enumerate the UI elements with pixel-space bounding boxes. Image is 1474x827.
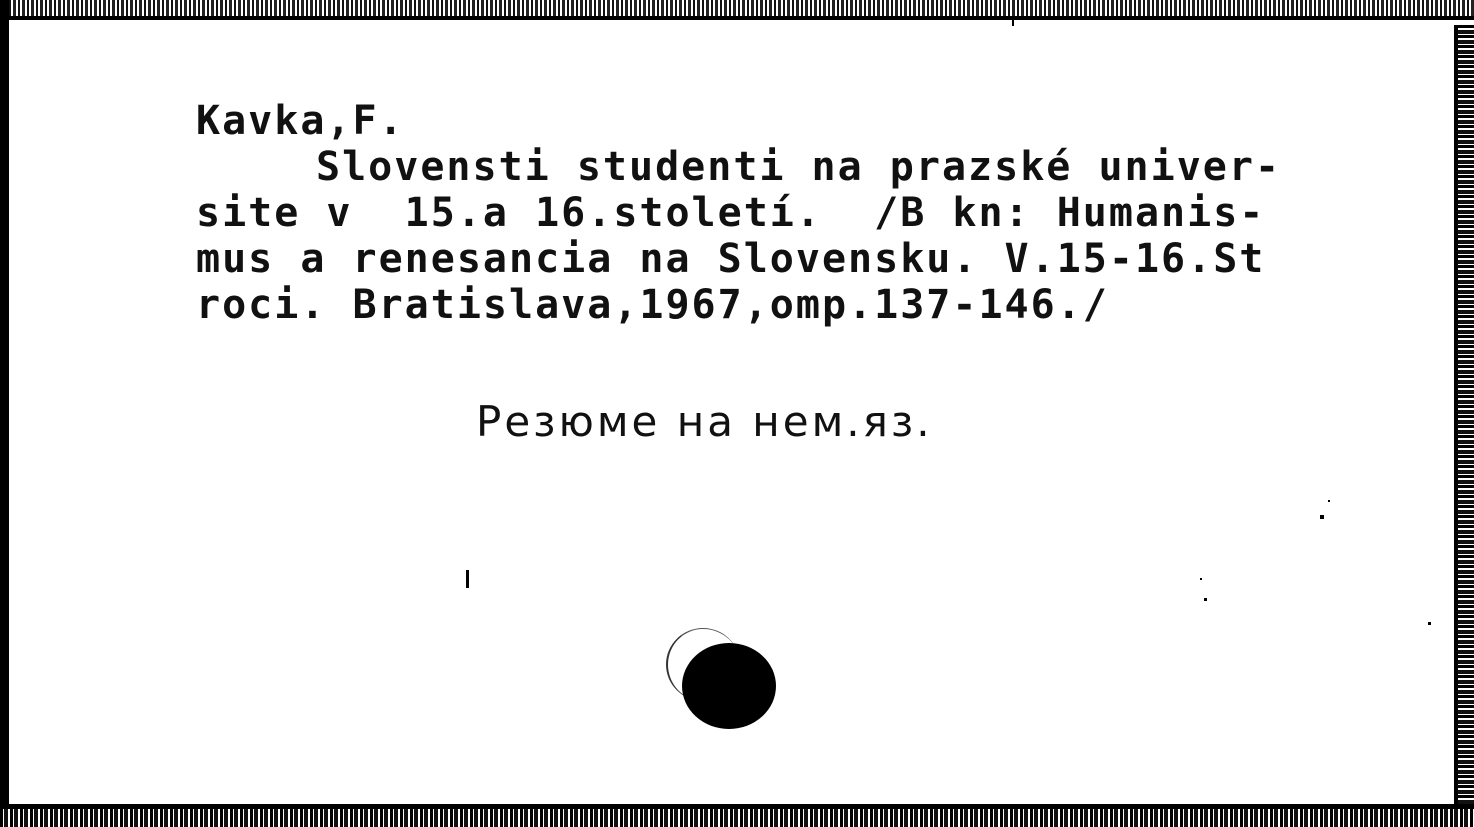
card-top-border bbox=[0, 16, 1474, 20]
card-left-edge bbox=[0, 0, 9, 827]
title-line-2: site v 15.a 16.století. /B kn: Humanis- bbox=[196, 190, 1266, 236]
dust-speck bbox=[1328, 500, 1330, 502]
source-line-3: mus a renesancia na Slovensku. V.15-16.St bbox=[196, 236, 1266, 282]
card-right-edge bbox=[1456, 25, 1474, 825]
dust-speck bbox=[1428, 622, 1431, 625]
source-line-4: roci. Bratislava,1967,omp.137-146./ bbox=[196, 282, 1109, 328]
summary-note: Резюме на нем.яз. bbox=[476, 397, 933, 446]
dust-speck bbox=[466, 570, 469, 588]
dust-speck bbox=[1204, 598, 1207, 601]
dust-speck bbox=[1200, 578, 1202, 580]
card-right-border bbox=[1454, 25, 1458, 825]
card-bottom-border bbox=[0, 804, 1474, 809]
dust-speck bbox=[1320, 515, 1324, 519]
punch-hole bbox=[682, 643, 776, 729]
author-heading: Kavka,F. bbox=[196, 98, 405, 144]
title-line-1: Slovensti studenti na prazské univer- bbox=[316, 144, 1282, 190]
dust-speck bbox=[1012, 20, 1014, 26]
